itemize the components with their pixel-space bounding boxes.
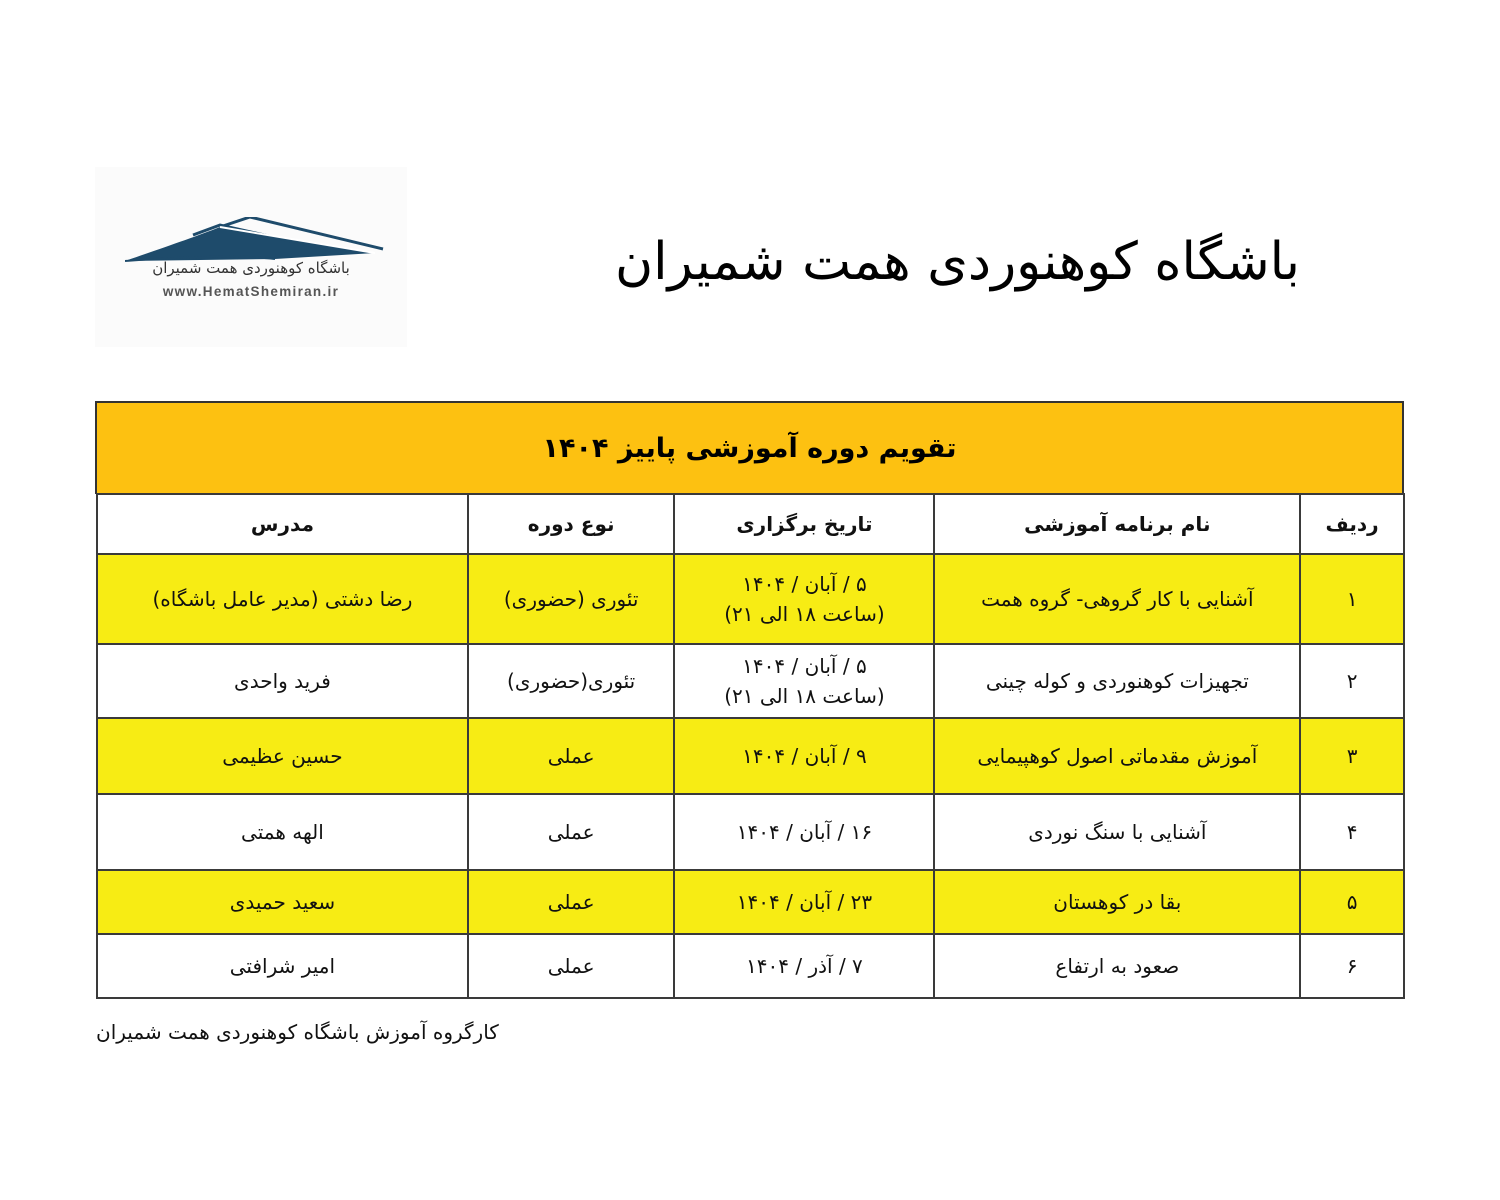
schedule-banner (95, 401, 1404, 494)
cell-program-name: صعود به ارتفاع (934, 934, 1300, 998)
column-header-date: تاریخ برگزاری (674, 494, 934, 554)
table-row (97, 554, 1404, 644)
cell-row-number: ۳ (1300, 718, 1404, 794)
cell-instructor: الهه همتی (97, 794, 468, 870)
cell-instructor: رضا دشتی (مدیر عامل باشگاه) (97, 554, 468, 644)
cell-date: ۷ / آذر / ۱۴۰۴ (674, 934, 934, 998)
cell-instructor: سعید حمیدی (97, 870, 468, 934)
cell-date (674, 554, 934, 644)
cell-course-type: عملی (468, 870, 675, 934)
date-text: ۵ / آبان / ۱۴۰۴ (742, 654, 867, 678)
cell-course-type: عملی (468, 934, 675, 998)
cell-program-name: آموزش مقدماتی اصول کوهپیمایی (934, 718, 1300, 794)
cell-row-number: ۱ (1300, 554, 1404, 644)
logo-text-persian: باشگاه کوهنوردی همت شمیران (152, 259, 350, 277)
page-title: باشگاه کوهنوردی همت شمیران (614, 232, 1300, 292)
table-row (97, 870, 1404, 934)
column-header-row-number: ردیف (1300, 494, 1404, 554)
column-header-program-name: نام برنامه آموزشی (934, 494, 1300, 554)
schedule-title: تقویم دوره آموزشی پاییز ۱۴۰۴ (542, 432, 957, 464)
footer-note: کارگروه آموزش باشگاه کوهنوردی همت شمیران (96, 1020, 499, 1044)
cell-course-type: تئوری(حضوری) (468, 644, 675, 718)
table-row (97, 794, 1404, 870)
cell-date: ۹ / آبان / ۱۴۰۴ (674, 718, 934, 794)
cell-program-name: تجهیزات کوهنوردی و کوله چینی (934, 644, 1300, 718)
cell-course-type: عملی (468, 794, 675, 870)
table-row (97, 934, 1404, 998)
time-text: (ساعت ۱۸ الی ۲۱) (724, 602, 885, 626)
logo-website-url: www.HematShemiran.ir (162, 284, 340, 299)
cell-instructor: حسین عظیمی (97, 718, 468, 794)
column-header-instructor: مدرس (97, 494, 468, 554)
course-schedule-table (96, 493, 1405, 999)
table-row (97, 644, 1404, 718)
cell-row-number: ۵ (1300, 870, 1404, 934)
cell-course-type: عملی (468, 718, 675, 794)
cell-date (674, 644, 934, 718)
cell-row-number: ۲ (1300, 644, 1404, 718)
table-row (97, 718, 1404, 794)
column-header-course-type: نوع دوره (468, 494, 675, 554)
club-logo (95, 167, 407, 347)
cell-instructor: امیر شرافتی (97, 934, 468, 998)
table-header-row (97, 494, 1404, 554)
date-text: ۵ / آبان / ۱۴۰۴ (742, 572, 867, 596)
cell-program-name: آشنایی با سنگ نوردی (934, 794, 1300, 870)
cell-course-type: تئوری (حضوری) (468, 554, 675, 644)
time-text: (ساعت ۱۸ الی ۲۱) (724, 684, 885, 708)
cell-date: ۲۳ / آبان / ۱۴۰۴ (674, 870, 934, 934)
cell-row-number: ۴ (1300, 794, 1404, 870)
cell-instructor: فرید واحدی (97, 644, 468, 718)
cell-program-name: آشنایی با کار گروهی- گروه همت (934, 554, 1300, 644)
cell-row-number: ۶ (1300, 934, 1404, 998)
cell-program-name: بقا در کوهستان (934, 870, 1300, 934)
cell-date: ۱۶ / آبان / ۱۴۰۴ (674, 794, 934, 870)
mountain-logo-icon (125, 217, 385, 262)
